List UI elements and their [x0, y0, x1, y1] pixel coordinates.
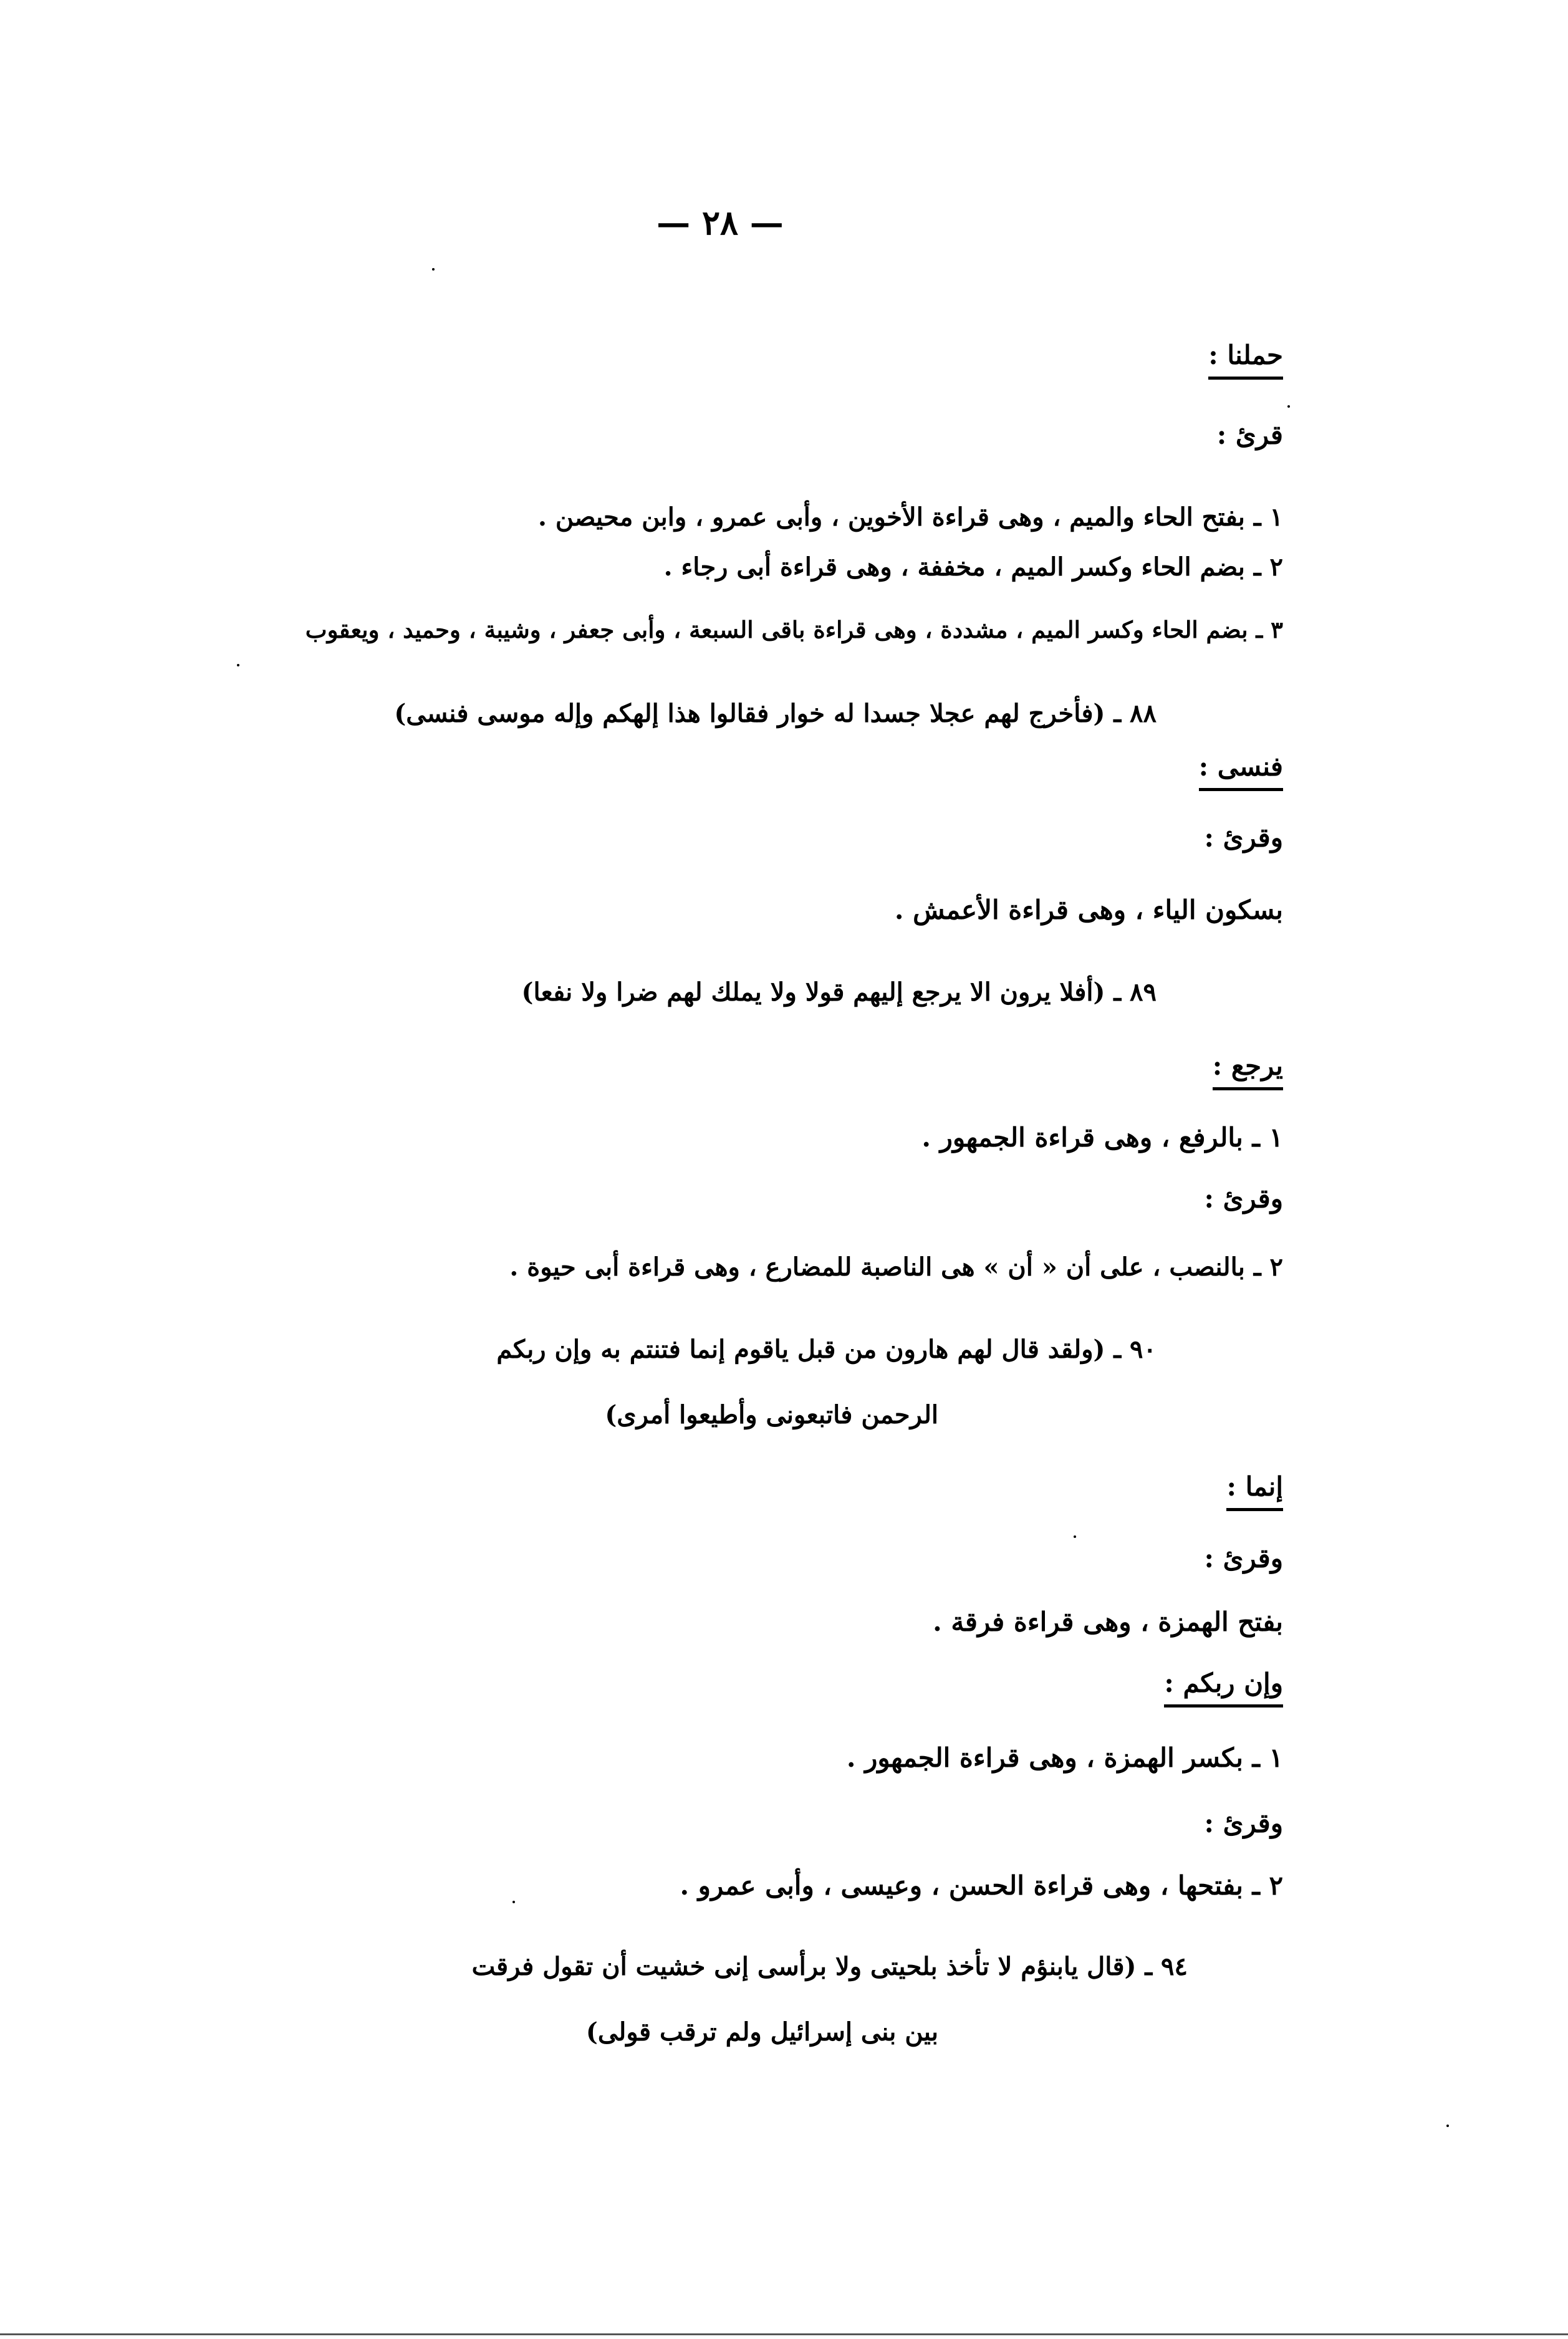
- reading-fath-hamza: بفتح الهمزة ، وهى قراءة فرقة .: [933, 1607, 1283, 1637]
- reading-rafa: ١ ـ بالرفع ، وهى قراءة الجمهور .: [921, 1122, 1283, 1153]
- scan-speck: [1287, 405, 1290, 408]
- reading-sukun: بسكون الياء ، وهى قراءة الأعمش .: [894, 895, 1283, 925]
- heading-innama: إنما :: [1226, 1468, 1283, 1511]
- bottom-edge-line: [0, 2333, 1568, 2335]
- label-quri: قرئ :: [1216, 420, 1283, 450]
- label-wa-quri: وقرئ :: [1204, 1183, 1283, 1214]
- reading-nasb: ٢ ـ بالنصب ، على أن « أن » هى الناصبة للمضارع ، وهى قراءة أبى حيوة .: [509, 1252, 1283, 1282]
- scan-speck: [512, 1901, 515, 1903]
- heading-yarjiu: يرجع :: [1213, 1047, 1283, 1090]
- verse-88: ٨٨ ـ (فأخرج لهم عجلا جسدا له خوار فقالوا هذا إلهكم وإله موسى فنسى): [394, 699, 1157, 728]
- reading-fath: ٢ ـ بفتحها ، وهى قراءة الحسن ، وعيسى ، وأبى عمرو .: [680, 1870, 1283, 1901]
- reading-kasr-hamza: ١ ـ بكسر الهمزة ، وهى قراءة الجمهور .: [846, 1742, 1283, 1773]
- label-wa-quri: وقرئ :: [1204, 1808, 1283, 1838]
- verse-94-line-2: بين بنى إسرائيل ولم ترقب قولى): [585, 2017, 938, 2047]
- reading-2: ٢ ـ بضم الحاء وكسر الميم ، مخففة ، وهى قراءة أبى رجاء .: [663, 552, 1283, 582]
- heading-wa-inna-rabbakum: وإن ربكم :: [1164, 1664, 1283, 1707]
- label-wa-quri: وقرئ :: [1204, 1543, 1283, 1573]
- heading-fanasiya: فنسى :: [1199, 748, 1283, 791]
- heading-hamalna: حملنا :: [1208, 337, 1283, 380]
- page-number: — ٢٨ —: [657, 203, 784, 243]
- scan-speck: [1074, 1535, 1076, 1538]
- verse-90-line-1: ٩٠ ـ (ولقد قال لهم هارون من قبل ياقوم إنما فتنتم به وإن ربكم: [496, 1335, 1157, 1364]
- scan-speck: [432, 268, 435, 271]
- scan-speck: [1446, 2125, 1449, 2127]
- verse-94-line-1: ٩٤ ـ (قال يابنؤم لا تأخذ بلحيتى ولا برأسى إنى خشيت أن تقول فرقت: [471, 1952, 1188, 1981]
- reading-3: ٣ ـ بضم الحاء وكسر الميم ، مشددة ، وهى قراءة باقى السبعة ، وأبى جعفر ، وشيبة ، وحميد ، ويعقوب: [305, 616, 1283, 643]
- verse-89: ٨٩ ـ (أفلا يرون الا يرجع إليهم قولا ولا يملك لهم ضرا ولا نفعا): [521, 977, 1157, 1007]
- label-wa-quri: وقرئ :: [1204, 822, 1283, 853]
- reading-1: ١ ـ بفتح الحاء والميم ، وهى قراءة الأخوين ، وأبى عمرو ، وابن محيصن .: [537, 502, 1283, 532]
- verse-90-line-2: الرحمن فاتبعونى وأطيعوا أمرى): [605, 1400, 938, 1429]
- scan-speck: [237, 664, 239, 666]
